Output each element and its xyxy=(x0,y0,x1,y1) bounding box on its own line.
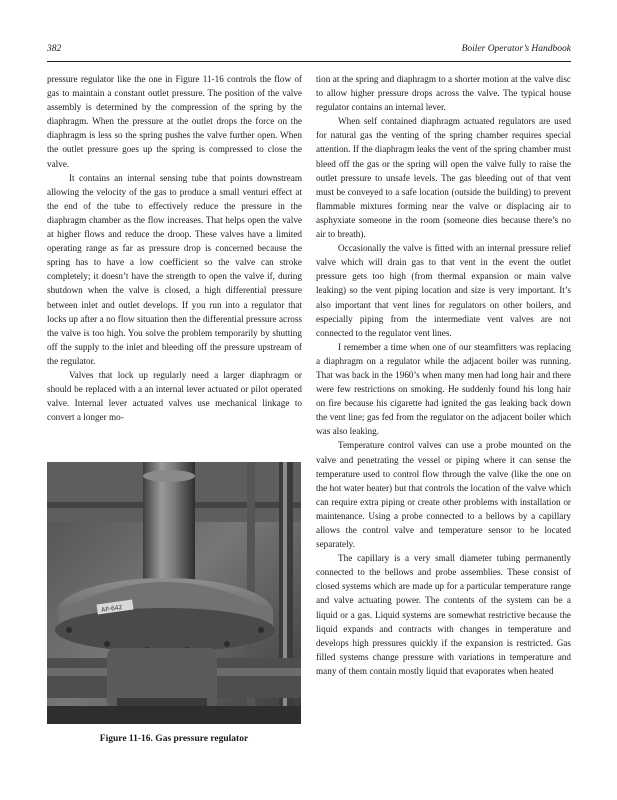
header-rule xyxy=(47,61,571,62)
paragraph: I remember a time when one of our steamfitters was replacing a diaphragm on a regulator while the adjacent boiler was running. That was back in the 1960’s when many men had long hair and there were few restrictions on smoking. He suddenly found his long hair on fire because his cigarette had ignited the gas leaking back down the vent line; gas fed from the regulator on the adjacent boiler which was also leaking. xyxy=(316,341,571,437)
paragraph: When self contained diaphragm actuated regulators are used for natural gas the venting of the spring chamber requires special attention. If the diaphragm leaks the vent of the spring chamber must bleed off the gas or the spring will open the valve fully to raise the outlet pressure to unsafe levels. The gas bleeding out of that vent must be conveyed to a safe location (outside the building) to prevent flammable mixtures forming near the valve or displacing air to asphyxiate someone in the room (someone dies because there’s no air to breath). xyxy=(316,116,571,240)
regulator-illustration xyxy=(47,462,301,724)
figure-caption: Figure 11-16. Gas pressure regulator xyxy=(99,734,249,744)
nameplate-tag: AP-642 xyxy=(100,604,123,614)
paragraph: Valves that lock up regularly need a larger diaphragm or should be replaced with a an internal lever actuated or pilot operated valve. Internal lever actuated valves use mechanical linkage to convert a longer mo- xyxy=(47,369,302,423)
right-column xyxy=(316,72,571,678)
running-title: Boiler Operator’s Handbook xyxy=(461,44,571,54)
page-number: 382 xyxy=(47,44,62,54)
paragraph: Occasionally the valve is fitted with an internal pressure relief valve which will drain gas to that vent in the event the outlet pressure gets too high (from thermal expansion or main valve leaking) so the vent piping location and size is very important. It’s also important that vent lines for regulators on other boilers, and especially piping from the intermediate vent valves are not connected to the regulator vent lines. xyxy=(316,243,571,338)
paragraph: Temperature control valves can use a probe mounted on the valve and penetrating the vessel or piping where it can sense the temperature used to control flow through the valve (like the one on the hot water heater) but that controls the location of the valve which can require extra piping or create other problems with installation or maintenance. Using a probe connected to a bellows by a capillary allows the control valve and temperature sensor to be located separately. xyxy=(316,440,571,550)
paragraph: pressure regulator like the one in Figure 11-16 controls the flow of gas to maintain a constant outlet pressure. The position of the valve assembly is determined by the compression of the spring by the diaphragm. When the pressure at the outlet drops the force on the diaphragm is less so the spring pushes the valve further open. When the outlet pressure goes up the spring is compressed to close the valve. xyxy=(47,74,302,169)
left-column xyxy=(47,72,302,424)
paragraph: tion at the spring and diaphragm to a shorter motion at the valve disc to allow higher pressure drops across the valve. The typical house regulator contains an internal lever. xyxy=(316,74,571,113)
paragraph: It contains an internal sensing tube that points downstream allowing the velocity of the gas to produce a small venturi effect at the end of the tube to effectively reduce the pressure in the diaphragm chamber as the flow increases. That helps open the valve at higher flows and reduce the droop. These valves have a limited operating range as far as pressure drop is concerned because the spring has to have a low coefficient so the valve can stroke completely; it doesn’t have the strength to open the valve if, during shutdown when the valve is closed, a high differential pressure between inlet and outlet develops. If you run into a regulator that locks up after a no flow situation then the differential pressure across the valve is too high. You solve the problem temporarily by shutting off the supply to the inlet and bleeding off the pressure upstream of the regulator. xyxy=(47,172,302,366)
gas-regulator-photo xyxy=(47,462,301,724)
paragraph: The capillary is a very small diameter tubing permanently connected to the bellows and probe assemblies. These consist of closed systems which are made up for a particular temperature range and valve actuating power. The contents of the system can be a liquid or a gas. Liquid systems are somewhat restrictive because the liquid expands and contracts with changes in temperature and develops high pressures quickly if the expansion is restricted. Gas filled systems change pressure with variations in temperature and many of them contain mostly liquid that evaporates when heated xyxy=(316,553,571,676)
